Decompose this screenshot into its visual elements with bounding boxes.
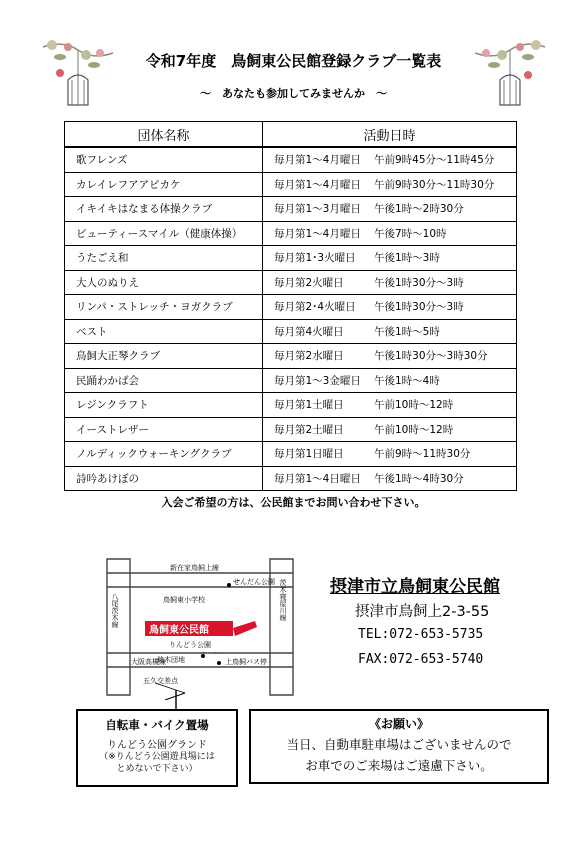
club-name-cell: 詩吟あけぼの bbox=[65, 466, 263, 491]
map-label-top-road: 新在家鳥飼上線 bbox=[170, 564, 219, 572]
club-schedule-cell bbox=[263, 417, 517, 442]
club-schedule-cell bbox=[263, 147, 517, 172]
table-row bbox=[65, 221, 517, 246]
table-row bbox=[65, 270, 517, 295]
club-schedule-cell bbox=[263, 442, 517, 467]
club-schedule-cell bbox=[263, 466, 517, 491]
club-schedule-cell bbox=[263, 344, 517, 369]
club-schedule-cell bbox=[263, 172, 517, 197]
map-label-intersection: 五久交差点 bbox=[143, 677, 178, 685]
club-schedule-cell bbox=[263, 197, 517, 222]
club-name-cell: うたごえ和 bbox=[65, 246, 263, 271]
club-schedule-time: 午後1時～4時30分 bbox=[374, 472, 464, 485]
club-name-cell: 鳥飼大正琴クラブ bbox=[65, 344, 263, 369]
map-label-school: 鳥飼東小学校 bbox=[163, 596, 205, 604]
floral-decoration-right bbox=[470, 35, 550, 115]
page-subtitle: ～ あなたも参加してみませんか ～ bbox=[200, 87, 387, 100]
hall-name: 摂津市立鳥飼東公民館 bbox=[330, 577, 500, 597]
parking-location: りんどう公園グランド bbox=[107, 740, 207, 751]
club-schedule-day: 毎月第1･3火曜日 bbox=[274, 252, 356, 265]
map-label-hall: 鳥飼東公民館 bbox=[149, 625, 209, 636]
club-schedule-cell bbox=[263, 221, 517, 246]
hall-address: 摂津市鳥飼上2-3-55 bbox=[355, 604, 490, 620]
club-schedule-day: 毎月第1日曜日 bbox=[274, 448, 344, 461]
parking-heading: 自転車・バイク置場 bbox=[105, 718, 209, 732]
club-name-cell: 民踊わかば会 bbox=[65, 368, 263, 393]
table-row bbox=[65, 246, 517, 271]
map-label-bus-stop: 上鳥飼バス停 bbox=[225, 658, 267, 666]
club-schedule-day: 毎月第1～3月曜日 bbox=[274, 203, 361, 216]
club-schedule-day: 毎月第1～4月曜日 bbox=[274, 154, 361, 167]
page-title: 令和7年度 鳥飼東公民館登録クラブ一覧表 bbox=[145, 52, 442, 70]
club-schedule-time: 午後1時～4時 bbox=[374, 374, 440, 387]
club-name-cell: ベスト bbox=[65, 319, 263, 344]
club-table bbox=[64, 121, 517, 491]
club-schedule-time: 午後1時30分～3時30分 bbox=[374, 350, 488, 363]
club-schedule-day: 毎月第1～3金曜日 bbox=[274, 374, 361, 387]
access-map bbox=[95, 555, 315, 700]
club-table-body bbox=[65, 147, 517, 491]
map-label-right-road: 茨木寝屋川線 bbox=[279, 579, 287, 621]
table-row bbox=[65, 295, 517, 320]
map-label-park1: せんだん公園 bbox=[233, 578, 275, 586]
table-row bbox=[65, 172, 517, 197]
hall-fax: FAX:072-653-5740 bbox=[358, 652, 484, 667]
table-row bbox=[65, 442, 517, 467]
table-row bbox=[65, 147, 517, 172]
map-label-left-road: 八尾茨木線 bbox=[111, 593, 119, 628]
club-schedule-cell bbox=[263, 319, 517, 344]
club-schedule-cell bbox=[263, 368, 517, 393]
club-name-cell: イーストレザー bbox=[65, 417, 263, 442]
club-name-cell: 歌フレンズ bbox=[65, 147, 263, 172]
inquiry-note: 入会ご希望の方は、公民館までお問い合わせ下さい。 bbox=[161, 496, 426, 509]
club-schedule-time: 午前9時30分～11時30分 bbox=[374, 178, 495, 191]
club-schedule-day: 毎月第2土曜日 bbox=[274, 423, 344, 436]
parking-note-line1: （※りんどう公園遊具場には bbox=[99, 752, 215, 762]
table-row bbox=[65, 393, 517, 418]
club-schedule-time: 午後1時～3時 bbox=[374, 252, 440, 265]
table-header-row bbox=[65, 122, 517, 148]
club-schedule-cell bbox=[263, 270, 517, 295]
club-name-cell: リンパ・ストレッチ・ヨガクラブ bbox=[65, 295, 263, 320]
table-row bbox=[65, 197, 517, 222]
column-header-name: 団体名称 bbox=[65, 122, 263, 148]
map-label-bottom-road: 大阪高槻線 bbox=[131, 658, 166, 666]
club-schedule-time: 午後1時30分～3時 bbox=[374, 276, 464, 289]
club-schedule-time: 午後1時30分～3時 bbox=[374, 301, 464, 314]
request-box bbox=[249, 709, 549, 784]
hall-phone: TEL:072-653-5735 bbox=[358, 627, 484, 642]
club-name-cell: レジンクラフト bbox=[65, 393, 263, 418]
map-label-park2: りんどう公園 bbox=[169, 641, 211, 649]
table-row bbox=[65, 417, 517, 442]
parking-note-line2: とめないで下さい） bbox=[116, 764, 198, 774]
club-schedule-day: 毎月第4火曜日 bbox=[274, 325, 344, 338]
table-row bbox=[65, 466, 517, 491]
request-heading: 《お願い》 bbox=[368, 717, 429, 731]
club-name-cell: 大人のぬりえ bbox=[65, 270, 263, 295]
club-schedule-day: 毎月第1～4月曜日 bbox=[274, 178, 361, 191]
column-header-schedule: 活動日時 bbox=[263, 122, 517, 148]
club-name-cell: イキイキはなまる体操クラブ bbox=[65, 197, 263, 222]
club-schedule-day: 毎月第1～4日曜日 bbox=[274, 472, 361, 485]
club-schedule-time: 午前10時～12時 bbox=[374, 399, 454, 412]
parking-info-box bbox=[76, 709, 238, 787]
club-schedule-time: 午後7時～10時 bbox=[374, 227, 447, 240]
club-schedule-cell bbox=[263, 246, 517, 271]
club-schedule-day: 毎月第2水曜日 bbox=[274, 350, 344, 363]
club-name-cell: ノルディックウォーキングクラブ bbox=[65, 442, 263, 467]
club-schedule-day: 毎月第2･4火曜日 bbox=[274, 301, 356, 314]
request-line2: お車でのご来場はご遠慮下さい。 bbox=[305, 758, 493, 773]
club-name-cell: カレイレフアアピカケ bbox=[65, 172, 263, 197]
club-schedule-time: 午後1時～5時 bbox=[374, 325, 440, 338]
club-schedule-cell bbox=[263, 295, 517, 320]
floral-decoration-left bbox=[38, 35, 118, 115]
request-line1: 当日、自動車駐車場はございませんので bbox=[286, 737, 512, 752]
club-schedule-day: 毎月第1土曜日 bbox=[274, 399, 344, 412]
club-schedule-time: 午前9時～11時30分 bbox=[374, 448, 471, 461]
table-row bbox=[65, 344, 517, 369]
club-schedule-day: 毎月第1～4月曜日 bbox=[274, 227, 361, 240]
map-label-complex: 銘木団地 bbox=[157, 656, 185, 664]
club-name-cell: ビューティースマイル（健康体操） bbox=[65, 221, 263, 246]
club-schedule-time: 午後1時～2時30分 bbox=[374, 203, 464, 216]
club-schedule-day: 毎月第2火曜日 bbox=[274, 276, 344, 289]
table-row bbox=[65, 319, 517, 344]
club-schedule-time: 午前9時45分～11時45分 bbox=[374, 154, 495, 167]
club-schedule-cell bbox=[263, 393, 517, 418]
table-row bbox=[65, 368, 517, 393]
club-schedule-time: 午前10時～12時 bbox=[374, 423, 454, 436]
